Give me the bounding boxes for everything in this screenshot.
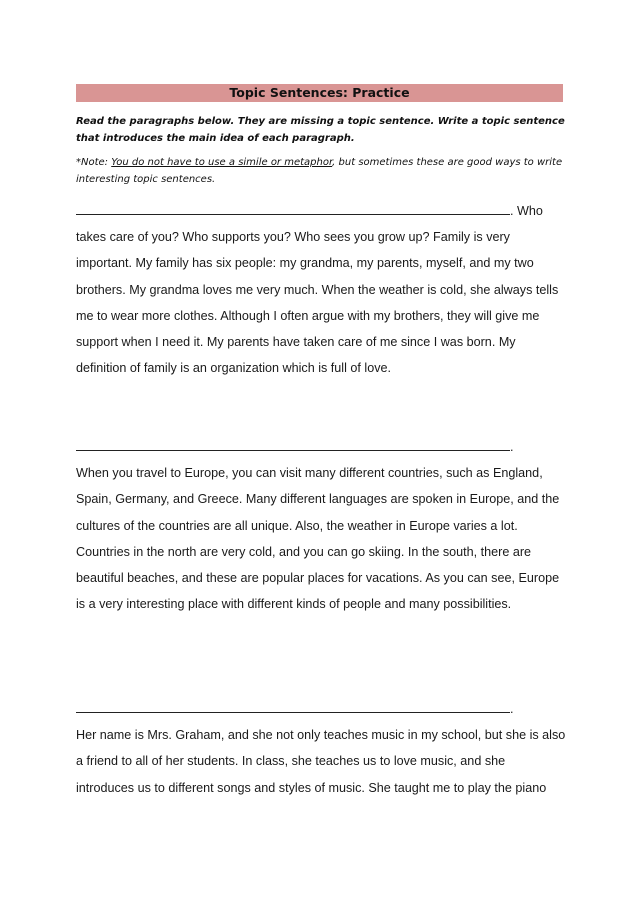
paragraph-3-text: Her name is Mrs. Graham, and she not only teaches music in my school, but she is also a friend to all of her students. In class, she teaches us to love music, and she introduces us to different songs and styles of music. She taught me to play the piano bbox=[76, 728, 566, 795]
instructions-text: Read the paragraphs below. They are missing a topic sentence. Write a topic sentence that introduces the main idea of each paragraph. bbox=[76, 116, 565, 144]
note-suffix: , but sometimes these are good ways to write interesting topic sentences. bbox=[76, 157, 563, 185]
blank-end-2: . bbox=[510, 440, 514, 454]
blank-end-3: . bbox=[510, 702, 514, 716]
page-title: Topic Sentences: Practice bbox=[76, 84, 563, 102]
topic-sentence-blank-2[interactable] bbox=[76, 438, 510, 451]
paragraph-2-text: When you travel to Europe, you can visit many different countries, such as England, Spain, Germany, and Greece. Many different languages are spoken in Europe, and the cultures of the countries are all unique. Also, the weather in Europe varies a lot. Countries in the north are very cold, and you can go skiing. In the south, there are beautiful beaches, and these are popular places for vacations. As you can see, Europe is a very interesting place with different kinds of people and many possibilities. bbox=[76, 466, 560, 612]
paragraph-teacher bbox=[76, 696, 566, 801]
note-text bbox=[76, 154, 566, 188]
blank-end-1: . Who bbox=[510, 204, 543, 218]
paragraph-1-text: takes care of you? Who supports you? Who sees you grow up? Family is very important. My family has six people: my grandma, my parents, myself, and my two brothers. My grandma loves me very much. When the weather is cold, she always tells me to wear more clothes. Although I often argue with my brothers, they will give me support when I need it. My parents have taken care of me since I was born. My definition of family is an organization which is full of love. bbox=[76, 230, 559, 376]
note-prefix: *Note: bbox=[76, 157, 112, 168]
topic-sentence-blank-1[interactable] bbox=[76, 202, 510, 215]
topic-sentence-blank-3[interactable] bbox=[76, 700, 510, 713]
paragraph-family bbox=[76, 198, 566, 381]
paragraph-europe bbox=[76, 434, 566, 617]
note-underlined: You do not have to use a simile or metaphor bbox=[111, 157, 333, 168]
